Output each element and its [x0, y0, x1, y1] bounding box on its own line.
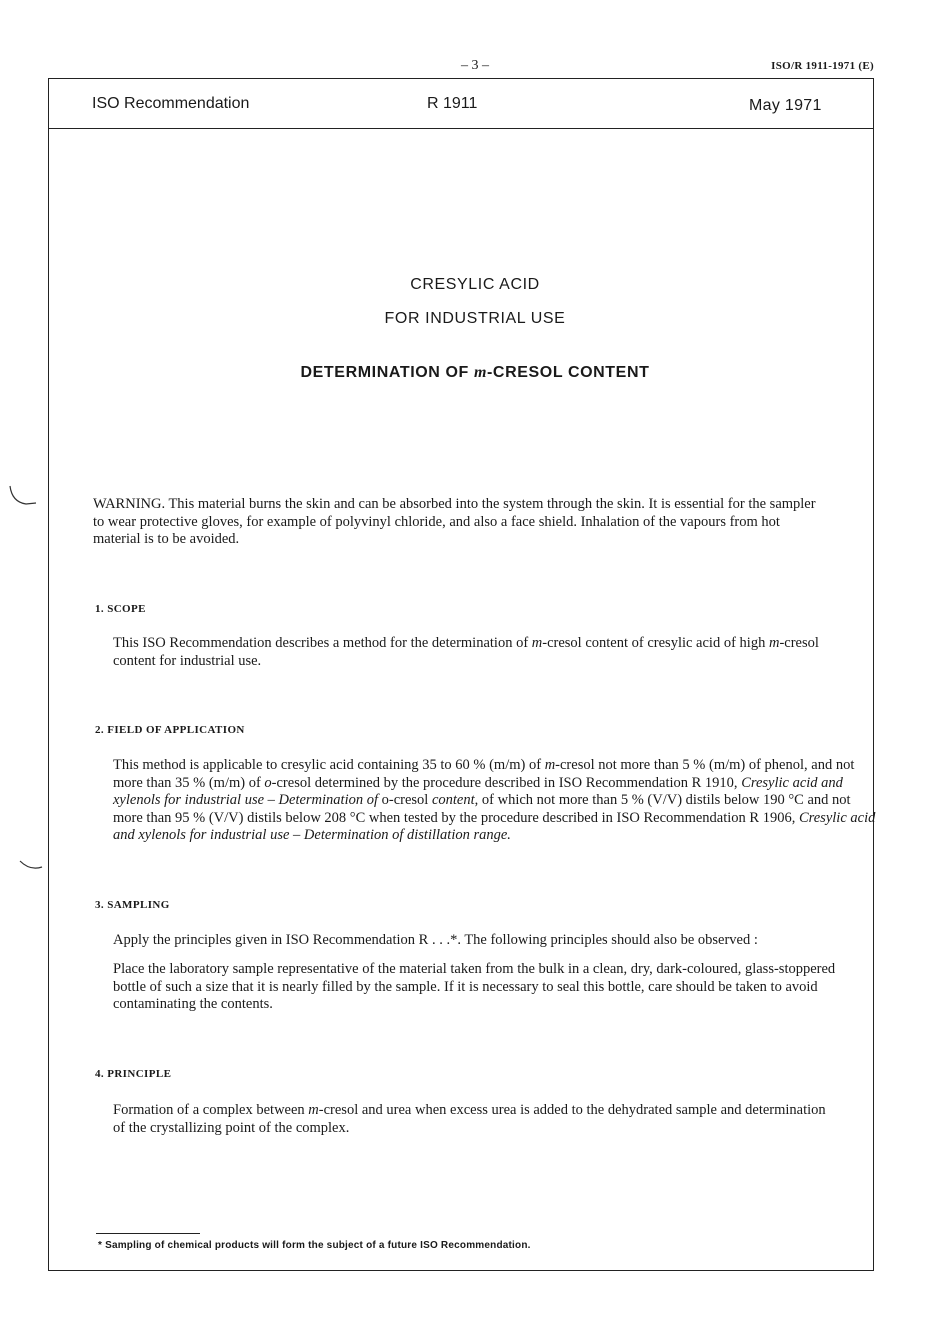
page-frame	[48, 78, 874, 1271]
header-series: ISO Recommendation	[92, 95, 250, 112]
header-date: May 1971	[749, 97, 822, 114]
document-reference: ISO/R 1911-1971 (E)	[771, 60, 874, 72]
warning-paragraph: WARNING. This material burns the skin and can be absorbed into the system through the skin. It is essential for the sampler to wear protective gloves, for example of polyvinyl chloride, and also a face shield. Inhalation of the vapours from hot material is to be avoided.	[93, 496, 816, 547]
header-divider	[48, 128, 874, 129]
page-number: – 3 –	[461, 58, 489, 73]
title-line-2: FOR INDUSTRIAL USE	[384, 310, 566, 327]
scope-paragraph: This ISO Recommendation describes a method for the determination of m-cresol content of cresylic acid of high m-cresol content for industrial use.	[113, 635, 819, 669]
margin-mark-icon	[18, 855, 48, 877]
section-heading-sampling: 3. SAMPLING	[95, 899, 170, 911]
principle-paragraph: Formation of a complex between m-cresol and urea when excess urea is added to the dehydrated sample and determination of the crystallizing point of the complex.	[113, 1102, 826, 1136]
field-of-application-paragraph: This method is applicable to cresylic acid containing 35 to 60 % (m/m) of m-cresol not more than 5 % (m/m) of phenol, and not more than 35 % (m/m) of o-cresol determined by the procedure described in ISO Recommendation R 1910, Cresylic acid and xylenols for industrial use – Determination of o-cresol content, of which not more than 5 % (V/V) distils below 190 °C and not more than 95 % (V/V) distils below 208 °C when tested by the procedure described in ISO Recommendation R 1906, Cresylic acid and xylenols for industrial use – Determination of distillation range.	[113, 757, 876, 843]
section-heading-scope: 1. SCOPE	[95, 603, 146, 615]
footnote-divider	[96, 1233, 200, 1234]
header-number: R 1911	[427, 95, 478, 112]
title-line-3: DETERMINATION OF m-CRESOL CONTENT	[300, 364, 650, 381]
section-heading-field-of-application: 2. FIELD OF APPLICATION	[95, 724, 245, 736]
sampling-paragraph-2: Place the laboratory sample representative of the material taken from the bulk in a clean, dry, dark-coloured, glass-stoppered bottle of such a size that it is nearly filled by the sample. If it is necessary to seal this bottle, care should be taken to avoid contaminating the contents.	[113, 961, 836, 1012]
section-heading-principle: 4. PRINCIPLE	[95, 1068, 172, 1080]
title-line-1: CRESYLIC ACID	[410, 276, 540, 293]
sampling-paragraph-1: Apply the principles given in ISO Recommendation R . . .*. The following principles should also be observed :	[113, 932, 758, 948]
margin-mark-icon	[6, 482, 40, 512]
footnote: * Sampling of chemical products will form the subject of a future ISO Recommendation.	[98, 1240, 531, 1251]
